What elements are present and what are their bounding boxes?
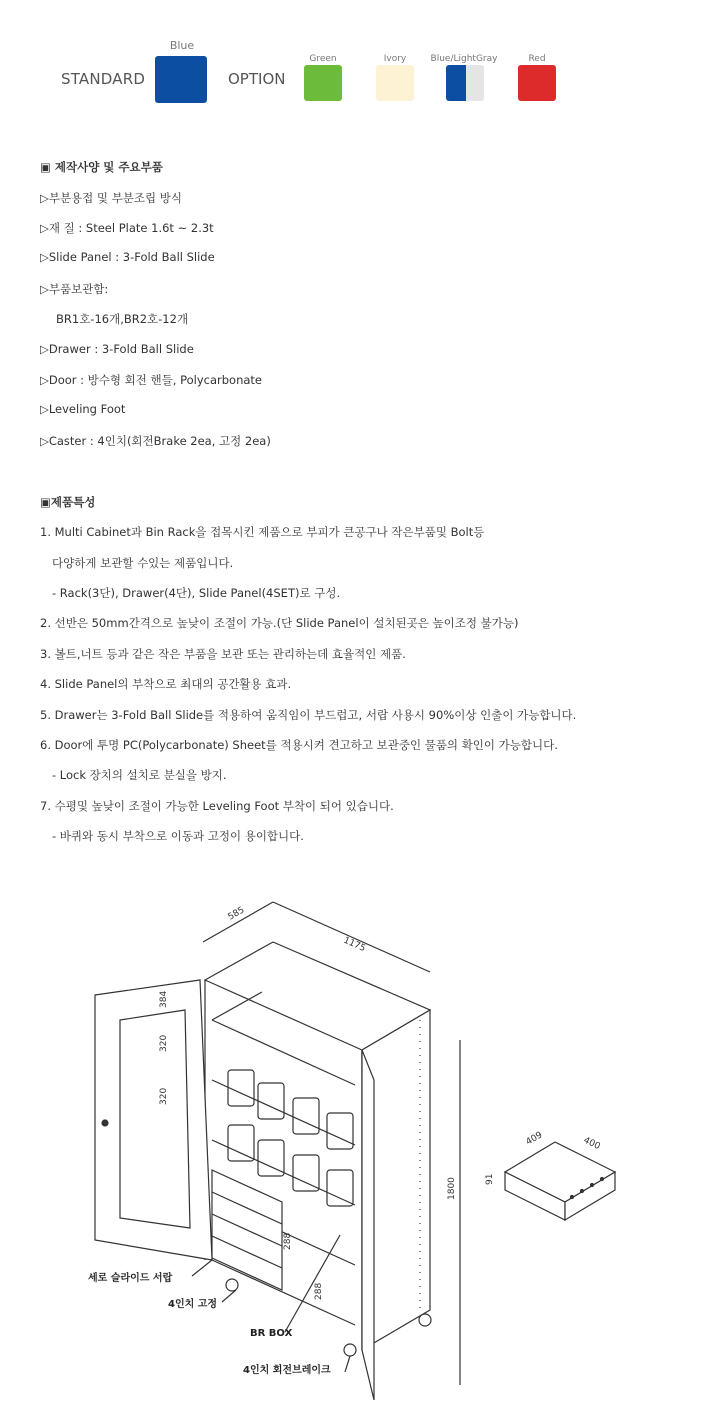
drawer-stack bbox=[212, 1170, 282, 1290]
feature-item: 4. Slide Panel의 부착으로 최대의 공간활용 효과. bbox=[40, 677, 292, 691]
spec-item: BR1호-16개,BR2호-12개 bbox=[56, 312, 189, 326]
spec-item: ▷Slide Panel : 3-Fold Ball Slide bbox=[40, 250, 215, 264]
feature-item: 7. 수평및 높낮이 조절이 가능한 Leveling Foot 부착이 되어 있습니다. bbox=[40, 799, 394, 813]
caster bbox=[344, 1344, 356, 1356]
option-label: OPTION bbox=[228, 70, 286, 88]
spec-item: ▷Leveling Foot bbox=[40, 402, 126, 416]
feature-item: 2. 선반은 50mm간격으로 높낮이 조절이 가능.(단 Slide Panel이 설치된곳은 높이조정 불가능) bbox=[40, 616, 519, 630]
drawer-detail bbox=[505, 1142, 615, 1220]
dim-d2: 320 bbox=[159, 1034, 169, 1052]
bin-row-1 bbox=[228, 1070, 353, 1149]
callout-slide-drawer: 세로 슬라이드 서랍 bbox=[88, 1273, 173, 1284]
caster bbox=[226, 1279, 238, 1291]
swatch-title-ivory: Ivory bbox=[383, 54, 407, 64]
callout-brake-caster: 4인치 회전브레이크 bbox=[243, 1365, 331, 1376]
feature-item: 다양하게 보관할 수있는 제품입니다. bbox=[52, 556, 234, 570]
spec-item: ▷Drawer : 3-Fold Ball Slide bbox=[40, 342, 194, 356]
features-heading: ▣제품특성 bbox=[40, 495, 96, 509]
red-swatch bbox=[518, 65, 556, 101]
standard-label: STANDARD bbox=[61, 70, 146, 88]
swatch-title-green: Green bbox=[309, 54, 337, 64]
spec-heading: ▣ 제작사양 및 주요부품 bbox=[40, 160, 163, 174]
spec-item: ▷재 질 : Steel Plate 1.6t ~ 2.3t bbox=[40, 221, 214, 235]
blue-lightgray-swatch bbox=[446, 65, 484, 101]
dim-drawer-width: 400 bbox=[581, 1135, 602, 1152]
spec-item: ▷부품보관함: bbox=[40, 282, 109, 296]
ivory-swatch bbox=[376, 65, 414, 101]
cabinet-drawing bbox=[0, 880, 709, 1417]
blue-swatch bbox=[155, 56, 207, 103]
feature-item: - Lock 장치의 설치로 분실을 방지. bbox=[52, 768, 227, 782]
feature-item: - 바퀴와 동시 부착으로 이동과 고정이 용이합니다. bbox=[52, 829, 304, 843]
feature-item: 3. 볼트,너트 등과 같은 작은 부품을 보관 또는 관리하는데 효율적인 제품. bbox=[40, 647, 406, 661]
feature-item: 5. Drawer는 3-Fold Ball Slide를 적용하여 움직임이 부드럽고, 서랍 사용시 90%이상 인출이 가능합니다. bbox=[40, 708, 577, 722]
feature-item: 1. Multi Cabinet과 Bin Rack을 접목시킨 제품으로 부피가 큰공구나 작은부품및 Bolt등 bbox=[40, 525, 485, 539]
left-door bbox=[95, 980, 212, 1260]
callout-fixed-caster: 4인치 고정 bbox=[168, 1299, 218, 1310]
swatch-title-blue-lightgray: Blue/LightGray bbox=[430, 54, 498, 64]
dim-d5: 288 bbox=[314, 1282, 324, 1300]
feature-item: 6. Door에 투명 PC(Polycarbonate) Sheet를 적용시켜 견고하고 보관중인 물품의 확인이 가능합니다. bbox=[40, 738, 558, 752]
green-swatch bbox=[304, 65, 342, 101]
callout-br-box: BR BOX bbox=[250, 1328, 293, 1339]
swatch-title-red: Red bbox=[528, 54, 546, 64]
dim-d4: 288 bbox=[283, 1232, 293, 1250]
dim-drawer-depth: 409 bbox=[524, 1130, 545, 1148]
swatch-title-blue: Blue bbox=[169, 39, 195, 52]
feature-item: - Rack(3단), Drawer(4단), Slide Panel(4SET)로 구성. bbox=[52, 586, 341, 600]
dim-d3: 320 bbox=[159, 1087, 169, 1105]
dim-height: 1800 bbox=[447, 1177, 457, 1200]
spec-item: ▷Caster : 4인치(회전Brake 2ea, 고정 2ea) bbox=[40, 434, 271, 448]
dim-depth: 585 bbox=[226, 905, 247, 923]
spec-item: ▷Door : 방수형 회전 핸들, Polycarbonate bbox=[40, 373, 262, 387]
right-door bbox=[362, 1050, 374, 1400]
dim-width: 1175 bbox=[341, 935, 367, 955]
spec-item: ▷부분용접 및 부분조립 방식 bbox=[40, 191, 183, 205]
dim-d1: 384 bbox=[159, 990, 169, 1008]
dim-drawer-height: 91 bbox=[485, 1173, 495, 1185]
caster bbox=[419, 1314, 431, 1326]
